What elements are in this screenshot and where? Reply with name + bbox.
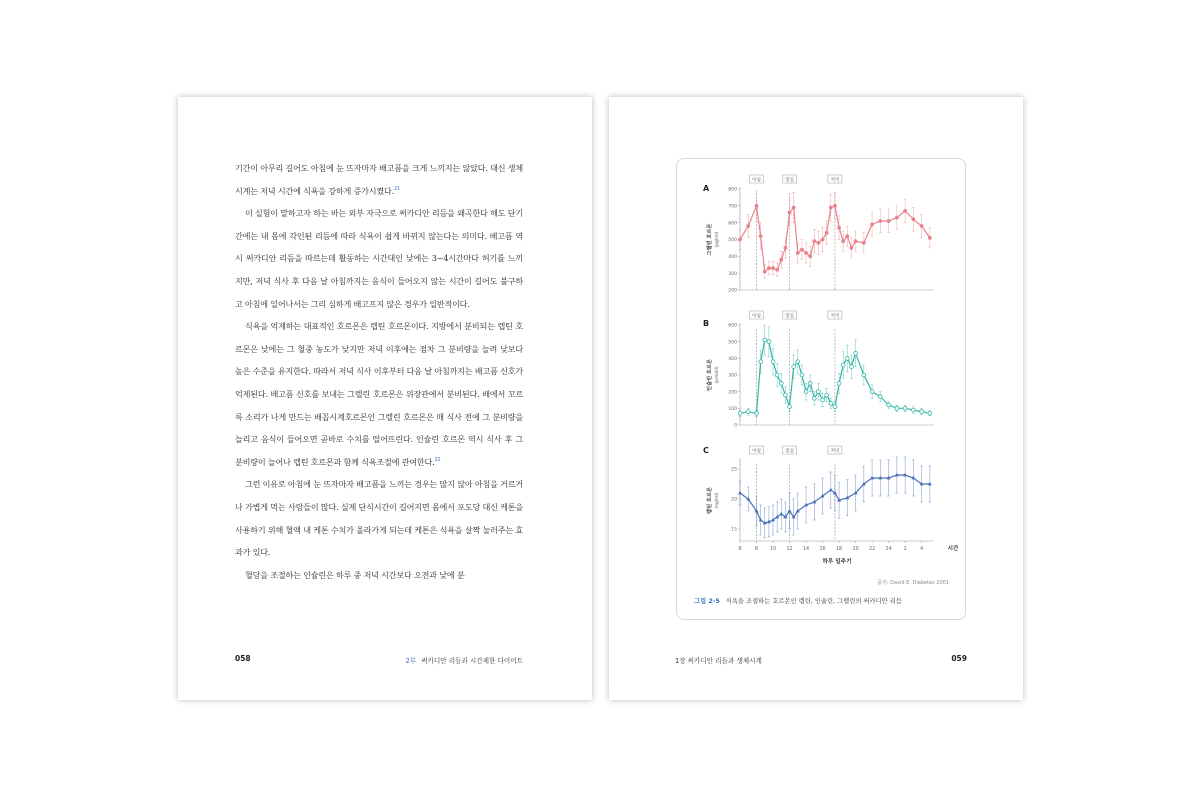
- data-point: [841, 363, 845, 367]
- data-point: [870, 222, 874, 226]
- data-point: [841, 239, 845, 243]
- data-point: [759, 234, 763, 238]
- data-point: [784, 246, 788, 250]
- paragraph-1: 기간이 아무리 길어도 아침에 눈 뜨자마자 배고픔을 크게 느끼지는 않았다. 대신 생체시계는 저녁 시간에 식욕을 강하게 증가시켰다.$^{21}$: [235, 163, 523, 196]
- data-point: [854, 351, 858, 355]
- y-tick-label: 300: [728, 373, 737, 379]
- data-point: [833, 204, 837, 208]
- data-point: [903, 209, 907, 213]
- x-axis-unit: 시간: [947, 546, 959, 552]
- x-tick-label: 20: [852, 547, 859, 552]
- paragraph-5: 혈당을 조절하는 인슐린은 하루 중 저녁 시간보다 오전과 낮에 분: [245, 569, 465, 580]
- y-axis-label-c: 렙틴 호르몬: [707, 487, 713, 514]
- data-point: [804, 251, 808, 255]
- data-point: [746, 224, 750, 228]
- data-point: [829, 401, 833, 405]
- page-number: 059: [951, 654, 967, 663]
- data-point: [779, 512, 783, 516]
- data-point: [817, 390, 821, 394]
- endnote-ref[interactable]: 22: [434, 456, 441, 463]
- data-point: [895, 216, 899, 220]
- data-point: [763, 270, 767, 274]
- data-point: [862, 373, 866, 377]
- y-tick-label: 0: [734, 423, 737, 429]
- data-point: [800, 248, 804, 252]
- running-header: 1장 써카디안 리듬과 생체시계: [675, 657, 762, 665]
- data-point: [775, 268, 779, 272]
- data-point: [755, 204, 759, 208]
- data-point: [845, 356, 849, 360]
- data-point: [738, 238, 742, 242]
- data-point: [903, 406, 907, 410]
- meal-marker-label: 아침: [752, 313, 761, 319]
- data-point: [821, 238, 825, 242]
- data-point: [796, 360, 800, 364]
- data-point: [755, 411, 759, 415]
- data-point: [854, 239, 858, 243]
- data-point: [825, 393, 829, 397]
- x-axis-label: 하루 일주기: [822, 559, 852, 565]
- y-tick-label: 600: [728, 323, 737, 329]
- data-point: [796, 251, 800, 255]
- figure-source: 출처: David E. Diabetes 2001: [877, 580, 949, 586]
- x-tick-label: 12: [786, 547, 793, 552]
- panel-letter-b: B: [703, 319, 710, 328]
- data-point: [788, 211, 792, 215]
- data-point: [771, 360, 775, 364]
- meal-marker-label: 점심: [785, 448, 794, 454]
- data-point: [845, 234, 849, 238]
- y-tick-label: 600: [728, 221, 737, 227]
- y-axis-unit-c: (ng/ml): [715, 492, 720, 509]
- data-point: [887, 219, 891, 223]
- figure-box: [676, 158, 966, 620]
- page-number: 058: [235, 654, 251, 663]
- y-tick-label: 300: [728, 271, 737, 277]
- y-tick-label: 25: [731, 467, 737, 473]
- data-point: [837, 226, 841, 230]
- data-point: [759, 360, 763, 364]
- data-point: [829, 488, 833, 492]
- data-point: [738, 411, 742, 415]
- data-point: [928, 236, 932, 240]
- data-point: [911, 217, 915, 221]
- y-axis-label-b: 인슐린 호르몬: [707, 359, 713, 391]
- running-part: 2부: [405, 657, 417, 665]
- hormone-chart: [677, 159, 967, 621]
- data-point: [878, 219, 882, 223]
- endnote-ref[interactable]: 21: [394, 185, 400, 192]
- panel-letter-c: C: [703, 446, 709, 455]
- y-axis-label-a: 그렐린 호르몬: [707, 223, 713, 256]
- data-point: [808, 254, 812, 258]
- x-tick-label: 4: [920, 547, 924, 552]
- data-point: [775, 373, 779, 377]
- data-point: [817, 241, 821, 245]
- meal-marker-label: 아침: [752, 448, 761, 454]
- x-tick-label: 24: [885, 547, 892, 552]
- data-point: [920, 410, 924, 414]
- y-tick-label: 400: [728, 254, 737, 260]
- data-point: [821, 398, 825, 402]
- running-title: 써카디안 리듬과 시간제한 다이어트: [421, 657, 523, 665]
- data-point: [850, 365, 854, 369]
- data-point: [850, 246, 854, 250]
- data-point: [771, 266, 775, 270]
- panel-letter-a: A: [703, 184, 710, 193]
- y-tick-label: 200: [728, 390, 737, 396]
- x-tick-label: 14: [802, 547, 810, 552]
- data-point: [862, 241, 866, 245]
- x-tick-label: 18: [836, 547, 843, 552]
- data-point: [920, 224, 924, 228]
- x-tick-label: 22: [869, 547, 876, 552]
- data-point: [779, 381, 783, 385]
- data-point: [928, 411, 932, 415]
- y-tick-label: 20: [731, 497, 737, 503]
- running-header: [406, 655, 523, 665]
- data-point: [812, 396, 816, 400]
- y-axis-unit-b: (pmol/l): [715, 366, 720, 384]
- data-point: [825, 231, 829, 235]
- figure-caption: [694, 596, 902, 605]
- y-axis-unit-a: (pg/ml): [715, 231, 720, 248]
- data-point: [804, 390, 808, 394]
- right-page: [609, 97, 1023, 700]
- data-point: [887, 403, 891, 407]
- data-point: [911, 408, 915, 412]
- data-point: [829, 206, 833, 210]
- y-tick-label: 200: [728, 288, 737, 294]
- data-point: [788, 509, 792, 513]
- data-point: [878, 395, 882, 399]
- figure-caption-text: 식욕을 조절하는 호르몬인 렙틴, 인슐린, 그렐린의 써카디안 리듬: [725, 598, 902, 605]
- x-tick-label: 10: [769, 547, 777, 552]
- data-point: [788, 405, 792, 409]
- x-tick-label: 2: [903, 547, 907, 552]
- paragraph-4: 그런 이유로 아침에 눈 뜨자마자 배고픔을 느끼는 경우는 많지 않아 아침을 거르거나 가볍게 먹는 사람들이 많다. 실제 단식시간이 길어지면 몸에서 포도당 대신 케톤을 사용하기 위해 혈액 내 케톤 수치가 올라가게 되는데 케톤은 식욕을 살짝 눌러주는 효과가 있다.: [235, 479, 523, 558]
- y-tick-label: 100: [728, 406, 737, 412]
- y-tick-label: 500: [728, 238, 737, 244]
- data-point: [784, 393, 788, 397]
- meal-marker-label: 점심: [785, 177, 794, 183]
- y-tick-label: 700: [728, 204, 737, 210]
- left-page: [178, 97, 592, 700]
- y-tick-label: 15: [731, 527, 737, 533]
- data-point: [800, 373, 804, 377]
- meal-marker-label: 저녁: [830, 177, 840, 183]
- y-tick-label: 500: [728, 340, 737, 346]
- data-point: [895, 406, 899, 410]
- x-tick-label: 6: [738, 547, 742, 552]
- data-point: [767, 340, 771, 344]
- data-point: [837, 381, 841, 385]
- data-point: [812, 239, 816, 243]
- meal-marker-label: 점심: [785, 313, 794, 319]
- data-point: [792, 365, 796, 369]
- data-point: [808, 381, 812, 385]
- data-point: [833, 405, 837, 409]
- y-tick-label: 800: [728, 187, 737, 193]
- paragraph-3: 식욕을 억제하는 대표적인 호르몬은 렙틴 호르몬이다. 지방에서 분비되는 렙틴 호르몬은 낮에는 그 혈중 농도가 낮지만 저녁 이후에는 점차 그 분비량을 늘려 낮보다 높은 수준을 유지한다. 따라서 저녁 식사 이후부터 다음 날 아침까지는 배고픔 신호가 억제된다. 배고픔 신호를 보내는 그렐린 호르몬은 위장관에서 분비된다. 배에서 꼬르륵 소리가 나게 만드는 배꼽시계호르몬인 그렐린 호르몬은 매 식사 전에 그 분비량을 늘리고 음식이 들어오면 곧바로 수치를 떨어뜨린다. 인슐린 호르몬 역시 식사 후 그 분비량이 늘어나 렙틴 호르몬과 함께 식욕조절에 관여한다.$^{22}$: [235, 321, 523, 467]
- data-point: [870, 390, 874, 394]
- y-tick-label: 400: [728, 356, 737, 362]
- meal-marker-label: 저녁: [830, 448, 840, 454]
- data-point: [779, 258, 783, 262]
- x-tick-label: 16: [819, 547, 826, 552]
- meal-marker-label: 저녁: [830, 313, 840, 319]
- data-point: [738, 491, 742, 495]
- paragraph-2: 이 실험이 말하고자 하는 바는 외부 자극으로 써카디안 리듬을 왜곡한다 해도 단기간에는 내 몸에 각인된 리듬에 따라 식욕이 쉽게 바뀌지 않는다는 의미다. 배고픔 역시 써카디안 리듬을 따르는데 활동하는 시간대인 낮에는 3~4시간마다 허기를 느끼지만, 저녁 식사 후 다음 날 아침까지는 음식이 들어오지 않는 시간이 길어도 불구하고 아침에 일어나서는 그리 심하게 배고프지 않은 경우가 일반적이다.: [235, 208, 523, 309]
- data-point: [767, 266, 771, 270]
- data-point: [792, 206, 796, 210]
- body-text: [235, 157, 523, 586]
- figure-number: 그림 2-5: [694, 598, 720, 605]
- data-point: [763, 338, 767, 342]
- meal-marker-label: 아침: [752, 177, 761, 183]
- data-point: [746, 410, 750, 414]
- x-tick-label: 8: [754, 547, 759, 552]
